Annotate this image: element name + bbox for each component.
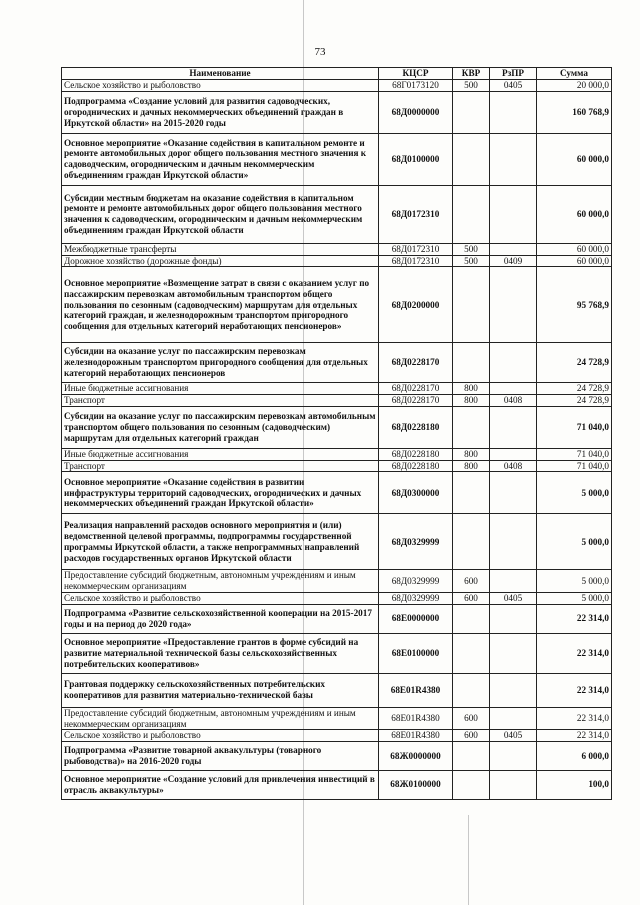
cell-rzpr — [490, 673, 537, 707]
table-row — [62, 406, 612, 448]
cell-kvr: 800 — [453, 448, 490, 460]
cell-sum: 71 040,0 — [537, 448, 612, 460]
cell-kcsr: 68Е01R4380 — [379, 730, 453, 742]
cell-kvr: 600 — [453, 730, 490, 742]
cell-name: Реализация направлений расходов основного мероприятия и (или) ведомственной целевой программы, подпрограммы государственной программы Иркутской области, а также непрограммных направлений расходов государственных органов Иркутской области — [62, 514, 379, 570]
table-row — [62, 460, 612, 472]
cell-kcsr: 68Д0329999 — [379, 514, 453, 570]
cell-sum: 24 728,9 — [537, 343, 612, 383]
table-row — [62, 383, 612, 395]
table-header-row — [62, 68, 612, 80]
cell-kvr: 600 — [453, 707, 490, 730]
cell-kcsr: 68Д0228170 — [379, 394, 453, 406]
cell-kcsr: 68Ж0100000 — [379, 771, 453, 800]
cell-sum: 5 000,0 — [537, 472, 612, 514]
cell-sum: 160 768,9 — [537, 91, 612, 133]
cell-name: Иные бюджетные ассигнования — [62, 383, 379, 395]
table-row — [62, 707, 612, 730]
column-header-kvr: КВР — [453, 68, 490, 80]
cell-kvr: 600 — [453, 593, 490, 605]
page-number: 73 — [314, 46, 326, 58]
cell-rzpr: 0405 — [490, 593, 537, 605]
cell-rzpr — [490, 771, 537, 800]
cell-rzpr — [490, 570, 537, 593]
cell-kcsr: 68Д0228180 — [379, 460, 453, 472]
cell-name: Субсидии на оказание услуг по пассажирским перевозкам автомобильным транспортом общего пользования по сезонным (садоводческим) маршрутам для отдельных категорий граждан — [62, 406, 379, 448]
cell-name: Основное мероприятие «Возмещение затрат в связи с оказанием услуг по пассажирским перевозкам автомобильным транспортом общего пользования по сезонным (садоводческим) маршрутам для отдельных категорий граждан, и железнодорожным транспортом пригородного сообщения для отдельных категорий неработающих пенсионеров» — [62, 267, 379, 343]
cell-name: Основное мероприятие «Оказание содействия в развитии инфраструктуры территорий садоводческих, огороднических и дачных некоммерческих объединений граждан Иркутской области» — [62, 472, 379, 514]
table-row — [62, 255, 612, 267]
column-header-sum: Сумма — [537, 68, 612, 80]
cell-name: Транспорт — [62, 394, 379, 406]
table-row — [62, 133, 612, 185]
cell-sum: 20 000,0 — [537, 79, 612, 91]
cell-sum: 22 314,0 — [537, 673, 612, 707]
cell-rzpr — [490, 448, 537, 460]
cell-name: Сельское хозяйство и рыболовство — [62, 79, 379, 91]
cell-rzpr — [490, 133, 537, 185]
table-row — [62, 343, 612, 383]
cell-sum: 60 000,0 — [537, 133, 612, 185]
cell-kcsr: 68Д0228180 — [379, 448, 453, 460]
cell-name: Предоставление субсидий бюджетным, автономным учреждениям и иным некоммерческим организациям — [62, 570, 379, 593]
cell-kvr: 800 — [453, 383, 490, 395]
cell-kcsr: 68Д0228170 — [379, 383, 453, 395]
cell-name: Грантовая поддержку сельскохозяйственных потребительских кооперативов для развития материально-технической базы — [62, 673, 379, 707]
cell-rzpr: 0405 — [490, 79, 537, 91]
cell-kcsr: 68Е01R4380 — [379, 673, 453, 707]
cell-kvr: 500 — [453, 243, 490, 255]
cell-kvr — [453, 742, 490, 771]
cell-kcsr: 68Д0329999 — [379, 570, 453, 593]
cell-sum: 24 728,9 — [537, 383, 612, 395]
cell-name: Подпрограмма «Создание условий для развития садоводческих, огороднических и дачных некоммерческих объединений граждан в Иркутской области» на 2015-2020 годы — [62, 91, 379, 133]
column-header-name: Наименование — [62, 68, 379, 80]
cell-name: Сельское хозяйство и рыболовство — [62, 730, 379, 742]
table-row — [62, 91, 612, 133]
cell-rzpr — [490, 605, 537, 634]
cell-sum: 6 000,0 — [537, 742, 612, 771]
cell-kcsr: 68Д0172310 — [379, 243, 453, 255]
cell-name: Субсидии местным бюджетам на оказание содействия в капитальном ремонте и ремонте автомобильных дорог общего пользования местного значения к садоводческим, огородническим и дачным некоммерческим объединениям граждан Иркутской области — [62, 185, 379, 243]
table-row — [62, 267, 612, 343]
cell-rzpr: 0408 — [490, 460, 537, 472]
cell-kcsr: 68Е01R4380 — [379, 707, 453, 730]
cell-kvr — [453, 605, 490, 634]
cell-name: Иные бюджетные ассигнования — [62, 448, 379, 460]
table-row — [62, 771, 612, 800]
cell-rzpr — [490, 91, 537, 133]
cell-name: Подпрограмма «Развитие сельскохозяйственной кооперации на 2015-2017 годы и на период до 2020 года» — [62, 605, 379, 634]
cell-sum: 60 000,0 — [537, 255, 612, 267]
cell-kcsr: 68Д0100000 — [379, 133, 453, 185]
cell-rzpr: 0405 — [490, 730, 537, 742]
cell-sum: 71 040,0 — [537, 460, 612, 472]
cell-rzpr — [490, 472, 537, 514]
cell-kcsr: 68Г0173120 — [379, 79, 453, 91]
cell-sum: 5 000,0 — [537, 570, 612, 593]
cell-rzpr — [490, 383, 537, 395]
cell-rzpr — [490, 707, 537, 730]
table-row — [62, 742, 612, 771]
cell-kcsr: 68Ж0000000 — [379, 742, 453, 771]
cell-kvr — [453, 514, 490, 570]
cell-kvr: 800 — [453, 460, 490, 472]
column-header-kcsr: КЦСР — [379, 68, 453, 80]
cell-sum: 95 768,9 — [537, 267, 612, 343]
table-row — [62, 633, 612, 673]
scan-artifact-line — [468, 815, 469, 905]
cell-kcsr: 68Д0228180 — [379, 406, 453, 448]
cell-kvr — [453, 185, 490, 243]
cell-name: Сельское хозяйство и рыболовство — [62, 593, 379, 605]
cell-sum: 22 314,0 — [537, 605, 612, 634]
cell-name: Подпрограмма «Развитие товарной аквакультуры (товарного рыбоводства)» на 2016-2020 годы — [62, 742, 379, 771]
table-row — [62, 185, 612, 243]
budget-table — [61, 67, 612, 800]
table-row — [62, 79, 612, 91]
cell-sum: 71 040,0 — [537, 406, 612, 448]
table-row — [62, 514, 612, 570]
cell-name: Межбюджетные трансферты — [62, 243, 379, 255]
cell-kcsr: 68Д0300000 — [379, 472, 453, 514]
cell-rzpr — [490, 343, 537, 383]
cell-rzpr — [490, 406, 537, 448]
cell-rzpr: 0409 — [490, 255, 537, 267]
table-row — [62, 394, 612, 406]
cell-kvr: 600 — [453, 570, 490, 593]
table-row — [62, 472, 612, 514]
cell-sum: 5 000,0 — [537, 514, 612, 570]
cell-sum: 60 000,0 — [537, 185, 612, 243]
cell-name: Основное мероприятие «Оказание содействия в капитальном ремонте и ремонте автомобильных дорог общего пользования местного значения к садоводческим, огородническим и дачным некоммерческим объединениям граждан Иркутской области» — [62, 133, 379, 185]
cell-rzpr — [490, 742, 537, 771]
cell-kcsr: 68Д0172310 — [379, 255, 453, 267]
cell-kcsr: 68Е0000000 — [379, 605, 453, 634]
table-row — [62, 730, 612, 742]
cell-kvr — [453, 267, 490, 343]
cell-name: Предоставление субсидий бюджетным, автономным учреждениям и иным некоммерческим организациям — [62, 707, 379, 730]
cell-kcsr: 68Е0100000 — [379, 633, 453, 673]
cell-sum: 22 314,0 — [537, 707, 612, 730]
cell-kvr — [453, 133, 490, 185]
cell-kcsr: 68Д0172310 — [379, 185, 453, 243]
cell-sum: 5 000,0 — [537, 593, 612, 605]
cell-kcsr: 68Д0228170 — [379, 343, 453, 383]
cell-rzpr — [490, 633, 537, 673]
cell-rzpr — [490, 514, 537, 570]
cell-kvr — [453, 673, 490, 707]
cell-name: Дорожное хозяйство (дорожные фонды) — [62, 255, 379, 267]
cell-name: Транспорт — [62, 460, 379, 472]
cell-rzpr — [490, 243, 537, 255]
table-row — [62, 448, 612, 460]
cell-kvr — [453, 406, 490, 448]
cell-name: Основное мероприятие «Предоставление грантов в форме субсидий на развитие материальной технической базы сельскохозяйственных потребительских кооперативов» — [62, 633, 379, 673]
cell-sum: 100,0 — [537, 771, 612, 800]
cell-kvr — [453, 633, 490, 673]
table-row — [62, 605, 612, 634]
cell-sum: 60 000,0 — [537, 243, 612, 255]
cell-sum: 22 314,0 — [537, 730, 612, 742]
cell-kvr: 800 — [453, 394, 490, 406]
cell-kvr — [453, 472, 490, 514]
cell-kvr — [453, 771, 490, 800]
cell-rzpr: 0408 — [490, 394, 537, 406]
column-header-rzpr: РзПР — [490, 68, 537, 80]
table-row — [62, 593, 612, 605]
cell-kcsr: 68Д0329999 — [379, 593, 453, 605]
table-row — [62, 570, 612, 593]
cell-sum: 22 314,0 — [537, 633, 612, 673]
cell-kvr — [453, 343, 490, 383]
cell-kvr — [453, 91, 490, 133]
cell-sum: 24 728,9 — [537, 394, 612, 406]
cell-kvr: 500 — [453, 255, 490, 267]
cell-kvr: 500 — [453, 79, 490, 91]
table-row — [62, 673, 612, 707]
cell-name: Основное мероприятие «Создание условий для привлечения инвестиций в отрасль аквакультуры» — [62, 771, 379, 800]
cell-kcsr: 68Д0200000 — [379, 267, 453, 343]
cell-kcsr: 68Д0000000 — [379, 91, 453, 133]
cell-name: Субсидии на оказание услуг по пассажирским перевозкам железнодорожным транспортом пригородного сообщения для отдельных категорий неработающих пенсионеров — [62, 343, 379, 383]
table-row — [62, 243, 612, 255]
cell-rzpr — [490, 267, 537, 343]
cell-rzpr — [490, 185, 537, 243]
